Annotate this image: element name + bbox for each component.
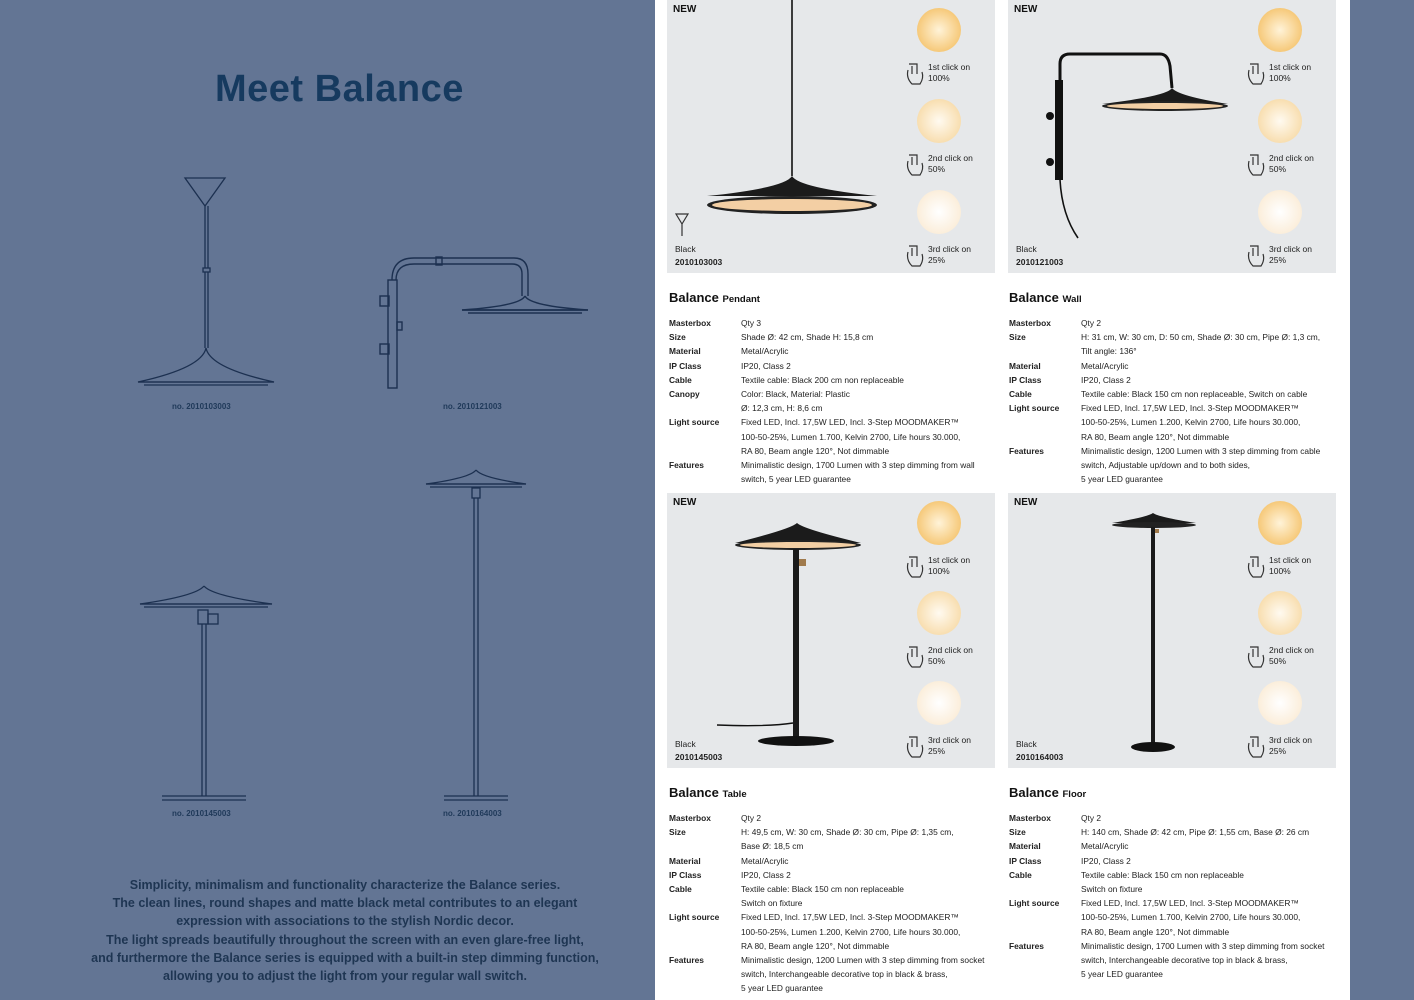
wall-photo [1038, 40, 1238, 240]
spec-row [1009, 811, 1344, 825]
new-badge: NEW [1014, 4, 1038, 15]
spec-value: Ø: 12,3 cm, H: 8,6 cm [741, 403, 823, 414]
spec-value: Switch on fixture [741, 898, 803, 909]
dim-step-2 [1244, 591, 1334, 681]
spec-key: Material [669, 855, 701, 866]
light-100-icon [1258, 8, 1302, 52]
spec-row [1009, 854, 1344, 868]
spec-value: Minimalistic design, 1200 Lumen with 3 step dimming from cable [1081, 445, 1321, 456]
spec-key: Features [1009, 940, 1044, 951]
product-type: Table [722, 789, 747, 800]
light-100-icon [917, 8, 961, 52]
color-label: Black [675, 739, 696, 749]
table-sketch-label: no. 2010145003 [172, 809, 231, 818]
spec-key: IP Class [1009, 855, 1042, 866]
spec-row [669, 868, 1004, 882]
product-panel-floor [1008, 493, 1336, 768]
hand-click-icon [1244, 242, 1268, 270]
spec-value: Minimalistic design, 1200 Lumen with 3 step dimming from socket [741, 955, 985, 966]
spec-key: IP Class [669, 360, 702, 371]
light-25-icon [917, 681, 961, 725]
spec-value: Fixed LED, Incl. 17,5W LED, Incl. 3-Step MOODMAKER™ [1081, 898, 1299, 909]
spec-key: Size [1009, 332, 1026, 343]
spec-row [669, 825, 1004, 853]
spec-key: Canopy [669, 389, 700, 400]
dim-step-2 [903, 591, 993, 681]
product-name: Balance [669, 785, 719, 800]
spec-value: H: 31 cm, W: 30 cm, D: 50 cm, Shade Ø: 30 cm, Pipe Ø: 1,3 cm, [1081, 332, 1321, 343]
spec-key: Size [669, 827, 686, 838]
spec-row [669, 458, 999, 486]
spec-value: switch, 5 year LED guarantee [741, 474, 851, 485]
spec-row [669, 415, 999, 458]
pendant-sketch [130, 172, 280, 392]
spec-row [669, 953, 1004, 996]
spec-value: 5 year LED guarantee [1081, 969, 1163, 980]
intro-line: expression with associations to the stylish Nordic decor. [176, 914, 514, 929]
product-code: 2010145003 [675, 752, 723, 762]
hand-click-icon [1244, 553, 1268, 581]
spec-row [669, 811, 1004, 825]
spec-key: Material [1009, 360, 1041, 371]
spec-key: Features [669, 955, 704, 966]
spec-value: Color: Black, Material: Plastic [741, 389, 850, 400]
dim-percent: 100% [1269, 73, 1291, 83]
dim-step-2 [1244, 99, 1334, 189]
spec-value: Textile cable: Black 150 cm non replaceable, Switch on cable [1081, 389, 1308, 400]
spec-value: 100-50-25%, Lumen 1.700, Kelvin 2700, Life hours 30.000, [741, 431, 961, 442]
new-badge: NEW [1014, 497, 1038, 508]
spec-value: Textile cable: Black 200 cm non replaceable [741, 374, 904, 385]
spec-row [1009, 316, 1344, 330]
spec-value: 100-50-25%, Lumen 1.700, Kelvin 2700, Life hours 30.000, [1081, 912, 1301, 923]
dim-click-label: 3rd click on [1269, 735, 1312, 745]
dim-click-label: 1st click on [928, 555, 971, 565]
intro-line: and furthermore the Balance series is equipped with a built-in step dimming function, [91, 950, 599, 965]
spec-key: Masterbox [669, 318, 711, 328]
floor-sketch [422, 466, 532, 804]
dim-click-label: 1st click on [928, 62, 971, 72]
spec-key: Cable [1009, 869, 1032, 880]
spec-key: Masterbox [669, 813, 711, 823]
product-name: Balance [1009, 290, 1059, 305]
left-page [0, 0, 655, 1000]
dim-percent: 100% [928, 73, 950, 83]
spec-table-floor [1009, 811, 1344, 981]
color-label: Black [1016, 244, 1037, 254]
spec-key: Material [1009, 841, 1041, 852]
spec-value: H: 140 cm, Shade Ø: 42 cm, Pipe Ø: 1,55 cm, Base Ø: 26 cm [1081, 827, 1310, 838]
light-25-icon [1258, 681, 1302, 725]
spec-value: Base Ø: 18,5 cm [741, 841, 804, 852]
spec-row [1009, 387, 1344, 401]
light-50-icon [917, 99, 961, 143]
dim-step-1 [903, 501, 993, 591]
dim-click-label: 2nd click on [928, 645, 973, 655]
spec-table-pendant [669, 316, 999, 486]
spec-value: H: 49,5 cm, W: 30 cm, Shade Ø: 30 cm, Pipe Ø: 1,35 cm, [741, 827, 954, 838]
spec-row [1009, 825, 1344, 839]
dim-step-1 [1244, 8, 1334, 98]
dim-percent: 50% [1269, 164, 1287, 174]
spec-row [1009, 373, 1344, 387]
hand-click-icon [1244, 151, 1268, 179]
spec-row [1009, 444, 1344, 487]
spec-value: RA 80, Beam angle 120°, Not dimmable [741, 445, 890, 456]
spec-value: RA 80, Beam angle 120°, Not dimmable [1081, 431, 1230, 442]
spec-key: Light source [669, 912, 720, 923]
spec-value: Minimalistic design, 1700 Lumen with 3 step dimming from wall [741, 460, 975, 471]
spec-value: Metal/Acrylic [1081, 841, 1129, 852]
spec-key: Light source [1009, 898, 1060, 909]
spec-row [1009, 939, 1344, 982]
hand-click-icon [903, 60, 927, 88]
spec-key: Features [669, 460, 704, 471]
product-code: 2010121003 [1016, 257, 1064, 267]
spec-value: RA 80, Beam angle 120°, Not dimmable [1081, 926, 1230, 937]
light-100-icon [1258, 501, 1302, 545]
dim-click-label: 3rd click on [928, 244, 971, 254]
color-label: Black [675, 244, 696, 254]
intro-line: The clean lines, round shapes and matte black metal contributes to an elegant [112, 896, 578, 911]
product-name: Balance [1009, 785, 1059, 800]
pendant-type-icon [674, 212, 690, 238]
spec-value: Qty 2 [1081, 318, 1102, 328]
spec-key: IP Class [669, 869, 702, 880]
dim-click-label: 3rd click on [928, 735, 971, 745]
dim-click-label: 1st click on [1269, 555, 1312, 565]
new-badge: NEW [673, 4, 697, 15]
dim-click-label: 2nd click on [1269, 153, 1314, 163]
dim-step-3 [1244, 190, 1334, 273]
light-50-icon [1258, 99, 1302, 143]
spec-value: 100-50-25%, Lumen 1.200, Kelvin 2700, Life hours 30.000, [741, 926, 961, 937]
hand-click-icon [1244, 643, 1268, 671]
pendant-photo [697, 0, 897, 220]
product-code: 2010164003 [1016, 752, 1064, 762]
spec-key: Cable [1009, 389, 1032, 400]
spec-value: Qty 3 [741, 318, 762, 328]
intro-line: Simplicity, minimalism and functionality characterize the Balance series. [129, 878, 561, 892]
spec-value: Textile cable: Black 150 cm non replaceable [1081, 869, 1244, 880]
spec-row [669, 854, 1004, 868]
hand-click-icon [903, 242, 927, 270]
dim-step-1 [903, 8, 993, 98]
spec-value: 5 year LED guarantee [1081, 474, 1163, 485]
spec-value: Textile cable: Black 150 cm non replaceable [741, 884, 904, 895]
dim-step-3 [903, 190, 993, 273]
spec-row [669, 373, 999, 387]
spec-row [669, 387, 999, 415]
dim-percent: 50% [1269, 656, 1287, 666]
spec-key: Masterbox [1009, 813, 1051, 823]
light-100-icon [917, 501, 961, 545]
spec-table-table [669, 811, 1004, 996]
light-50-icon [917, 591, 961, 635]
product-panel-table [667, 493, 995, 768]
spec-key: Size [1009, 827, 1026, 838]
spec-value: 5 year LED guarantee [741, 983, 823, 994]
dim-percent: 50% [928, 164, 946, 174]
product-title-floor [1009, 785, 1086, 800]
spec-key: IP Class [1009, 374, 1042, 385]
intro-line: The light spreads beautifully throughout the screen with an even glare-free light, [106, 932, 584, 947]
dim-percent: 25% [928, 746, 946, 756]
dim-step-1 [1244, 501, 1334, 591]
spec-key: Cable [669, 884, 692, 895]
floor-sketch-label: no. 2010164003 [443, 809, 502, 818]
spec-value: RA 80, Beam angle 120°, Not dimmable [741, 940, 890, 951]
color-label: Black [1016, 739, 1037, 749]
spec-row [669, 910, 1004, 953]
dim-click-label: 1st click on [1269, 62, 1312, 72]
spec-value: IP20, Class 2 [741, 360, 791, 371]
wall-sketch-label: no. 2010121003 [443, 402, 502, 411]
spec-key: Light source [669, 417, 720, 428]
dim-percent: 25% [1269, 746, 1287, 756]
product-type: Floor [1062, 789, 1087, 800]
intro-text [75, 876, 615, 985]
spec-value: Metal/Acrylic [1081, 360, 1129, 371]
spec-row [669, 316, 999, 330]
product-name: Balance [669, 290, 719, 305]
hand-click-icon [903, 151, 927, 179]
spec-value: Shade Ø: 42 cm, Shade H: 15,8 cm [741, 332, 874, 343]
spec-value: Fixed LED, Incl. 17,5W LED, Incl. 3-Step MOODMAKER™ [741, 417, 959, 428]
product-title-table [669, 785, 747, 800]
spec-value: Tilt angle: 136° [1081, 346, 1137, 357]
spec-key: Cable [669, 374, 692, 385]
spec-key: Features [1009, 445, 1044, 456]
dim-click-label: 2nd click on [928, 153, 973, 163]
hand-click-icon [903, 553, 927, 581]
spec-key: Material [669, 346, 701, 357]
spec-value: 100-50-25%, Lumen 1.200, Kelvin 2700, Life hours 30.000, [1081, 417, 1301, 428]
product-panel-pendant [667, 0, 995, 273]
table-sketch [132, 582, 282, 804]
spec-value: Fixed LED, Incl. 17,5W LED, Incl. 3-Step MOODMAKER™ [741, 912, 959, 923]
spec-row [1009, 839, 1344, 853]
page-edge [1350, 0, 1414, 1000]
dim-percent: 25% [928, 255, 946, 265]
page-title: Meet Balance [215, 68, 464, 110]
product-panel-wall [1008, 0, 1336, 273]
spec-value: switch, Interchangeable decorative top in black & brass, [1081, 955, 1288, 966]
wall-sketch [372, 252, 592, 392]
floor-photo [1098, 507, 1218, 757]
spec-row [669, 344, 999, 358]
spec-value: Fixed LED, Incl. 17,5W LED, Incl. 3-Step MOODMAKER™ [1081, 403, 1299, 414]
dim-percent: 100% [1269, 566, 1291, 576]
spec-value: switch, Interchangeable decorative top in black & brass, [741, 969, 948, 980]
spec-value: Minimalistic design, 1700 Lumen with 3 step dimming from socket [1081, 940, 1325, 951]
spec-row [669, 359, 999, 373]
product-type: Wall [1062, 294, 1082, 305]
hand-click-icon [903, 643, 927, 671]
hand-click-icon [1244, 733, 1268, 761]
spec-value: IP20, Class 2 [741, 869, 791, 880]
spec-row [1009, 401, 1344, 444]
spec-value: Qty 2 [1081, 813, 1102, 823]
light-25-icon [1258, 190, 1302, 234]
product-code: 2010103003 [675, 257, 723, 267]
spec-row [1009, 896, 1344, 939]
light-50-icon [1258, 591, 1302, 635]
product-title-wall [1009, 290, 1082, 305]
dim-step-3 [903, 681, 993, 768]
product-type: Pendant [722, 294, 760, 305]
spec-row [1009, 330, 1344, 358]
spec-value: Qty 2 [741, 813, 762, 823]
dim-percent: 50% [928, 656, 946, 666]
spec-row [1009, 359, 1344, 373]
dim-click-label: 2nd click on [1269, 645, 1314, 655]
pendant-sketch-label: no. 2010103003 [172, 402, 231, 411]
spec-value: Metal/Acrylic [741, 346, 789, 357]
product-title-pendant [669, 290, 760, 305]
spec-row [1009, 868, 1344, 896]
new-badge: NEW [673, 497, 697, 508]
light-25-icon [917, 190, 961, 234]
spec-value: IP20, Class 2 [1081, 374, 1131, 385]
table-photo [707, 513, 887, 753]
spec-value: Metal/Acrylic [741, 855, 789, 866]
spec-row [669, 330, 999, 344]
spec-table-wall [1009, 316, 1344, 486]
spec-value: switch, Adjustable up/down and to both sides, [1081, 460, 1251, 471]
spec-row [669, 882, 1004, 910]
hand-click-icon [903, 733, 927, 761]
dim-step-2 [903, 99, 993, 189]
spec-value: Switch on fixture [1081, 884, 1143, 895]
dim-percent: 25% [1269, 255, 1287, 265]
dim-percent: 100% [928, 566, 950, 576]
spec-key: Light source [1009, 403, 1060, 414]
hand-click-icon [1244, 60, 1268, 88]
spec-key: Masterbox [1009, 318, 1051, 328]
dim-click-label: 3rd click on [1269, 244, 1312, 254]
spec-key: Size [669, 332, 686, 343]
intro-line: allowing you to adjust the light from your regular wall switch. [163, 969, 527, 984]
dim-step-3 [1244, 681, 1334, 768]
spec-value: IP20, Class 2 [1081, 855, 1131, 866]
